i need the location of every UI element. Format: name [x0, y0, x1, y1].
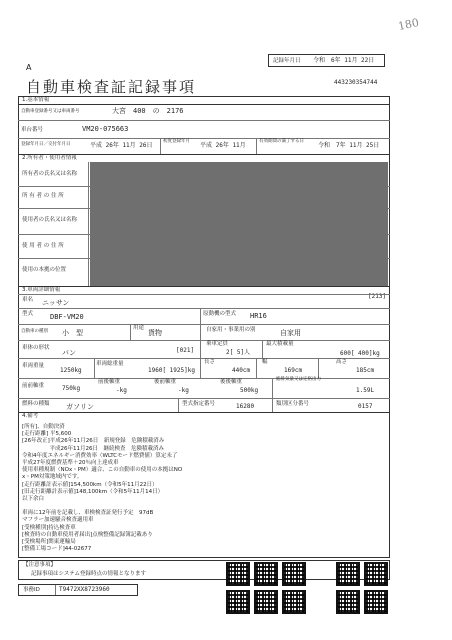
section3-heading: 3.車両詳細情報 [22, 287, 61, 293]
vin-label: 車台番号 [21, 127, 44, 133]
class-label: 類別区分番号 [276, 401, 310, 407]
remarks-block [22, 424, 382, 553]
remark-line: [受検種別]持込検査車 [22, 524, 76, 531]
capacity-label: 乗車定員 [206, 341, 229, 347]
first-year-label: 初度登録年月 [163, 139, 190, 144]
engine-label: 原動機の型式 [203, 311, 237, 317]
first-reg-label: 登録年月日／交付年月日 [21, 142, 71, 147]
owner-name-label: 所有者の氏名又は名称 [22, 171, 78, 177]
remark-line: 平成27年度燃費基準＋20％向上達成車 [22, 460, 119, 467]
document-title: 自動車検査証記録事項 [26, 78, 197, 96]
expiry-label: 有効期間の満了する日 [259, 139, 304, 144]
remark-line: 令和4年度エネルギー消費効率（WLTCモード燃費値）算定未了 [22, 452, 178, 459]
owner-address-label: 所 有 者 の 住 所 [22, 193, 64, 199]
remark-line: [受検場所]関東運輸局 [22, 539, 76, 546]
remark-line: [所有]、自動決済 [22, 424, 65, 430]
remark-line: マフラー加速騒音検査適用車 [22, 517, 94, 524]
qr-code [226, 562, 250, 586]
first-reg-value: 平成 26年 11月 26日 [90, 142, 153, 149]
body-value: バン [62, 349, 76, 357]
private-value: 自家用 [280, 329, 301, 337]
weight-label: 車両重量 [22, 363, 45, 369]
engine-value: HR16 [250, 312, 267, 320]
redaction-block [90, 162, 388, 286]
length-value: 440cm [232, 367, 251, 374]
fuel-label: 燃料の種類 [22, 401, 50, 407]
body-label: 車体の形状 [22, 345, 50, 351]
remark-line: [旧走行距離計表示値]148,100km（令和5年11月14日） [22, 488, 164, 495]
front-axle-value: 750kg [62, 385, 81, 392]
section2-heading: 2.所有者・使用者情報 [22, 155, 77, 161]
remark-line: [走行距離計表示値]154,500km（令和5年11月22日） [22, 481, 158, 488]
max-load-label: 最大積載量 [266, 341, 294, 347]
qr-code [336, 562, 360, 586]
gross-label: 車両総重量 [96, 361, 124, 367]
use-label: 用途 [133, 325, 145, 331]
displacement-label: 総排気量又は定格出力 [276, 377, 321, 382]
height-label: 高さ [336, 359, 348, 365]
doc-id-box [18, 584, 138, 596]
user-name-label: 使用者の氏名又は名称 [22, 217, 78, 223]
remark-line: [26年改正]平成26年11月26日 新規登録 危険積載済み [22, 438, 165, 445]
capacity-value: 2[ 5]人 [226, 349, 251, 356]
weight-value: 1250kg [60, 367, 82, 374]
section1-heading: 1.基本情報 [22, 97, 50, 103]
kind-label: 自動車の種別 [21, 329, 48, 334]
remark-line: [整備工場コード]44-02677 [22, 546, 92, 553]
max-load-value: 600[ 400]kg [340, 350, 380, 357]
vin-value: VM20-075663 [82, 125, 129, 133]
qr-code [226, 590, 250, 614]
use-value: 貨物 [148, 329, 162, 337]
remark-line: 車両に12年前を記載し、車検検査証発行予定 97dB [22, 510, 154, 517]
doc-id-value: T9472XX8723960 [59, 586, 110, 593]
expiry-value: 令和 7年 11月 25日 [318, 142, 380, 149]
reg-label: 自動車登録番号又は車両番号 [21, 109, 80, 114]
remark-line: x・PM対策地域内です。 [22, 474, 83, 481]
type-no-value: 16280 [236, 403, 255, 410]
rear-value: 500kg [240, 387, 259, 394]
front-axle-label: 前前軸重 [22, 383, 45, 389]
remark-line: 使用車種規制（NOx・PM）適合、この自動車の使用の本拠はNO [22, 467, 183, 474]
record-date-label: 記録年月日 [273, 58, 301, 64]
qr-code [254, 562, 278, 586]
base-location-label: 使用の本拠の位置 [22, 267, 67, 273]
body-code: [021] [176, 347, 195, 354]
doc-number: 443230354744 [334, 79, 378, 86]
page-mark: A [26, 63, 32, 72]
notice-text: 記録事項はシステム登録時点の情報となります [31, 571, 146, 577]
rear-front-value: -kg [178, 387, 189, 394]
remark-line: 平成26年11月26日 継続検査 危険積載済み [22, 445, 164, 452]
qr-code [254, 590, 278, 614]
section4-heading: 4.備考 [22, 413, 39, 419]
user-address-label: 使 用 者 の 住 所 [22, 243, 64, 249]
rear-label: 後後軸重 [220, 379, 243, 385]
record-date-box [268, 54, 385, 67]
width-label: 幅 [262, 359, 268, 365]
code-value: [213] [368, 293, 387, 300]
model-label: 型式 [22, 311, 34, 317]
rear-front-label: 後前軸重 [154, 379, 177, 385]
displacement-value: 1.59L [356, 387, 375, 394]
front2-label: 前後軸重 [98, 379, 121, 385]
remark-line: [検査時の自動車使用者届出]点検整備記録簿記載あり [22, 531, 153, 538]
reg-value: 大宮 400 の 2176 [112, 107, 184, 115]
qr-code [282, 562, 306, 586]
notice-box [18, 560, 390, 580]
maker-value: ニッサン [42, 299, 70, 307]
class-value: 0157 [358, 403, 373, 410]
front2-value: -kg [116, 387, 127, 394]
length-label: 長さ [204, 359, 216, 365]
record-date-value: 令和 6年 11月 22日 [313, 57, 375, 64]
remark-line: [走行距離] 平5,600 [22, 431, 72, 438]
gross-value: 1960[ 1925]kg [148, 367, 195, 374]
maker-label: 車名 [22, 297, 34, 303]
first-year-value: 平成 26年 11月 [200, 142, 246, 149]
fuel-value: ガソリン [66, 403, 94, 411]
remark-line: 以下余白 [22, 496, 45, 503]
qr-code [364, 590, 388, 614]
width-value: 169cm [284, 367, 303, 374]
notice-heading: 【注意事項】 [23, 562, 57, 568]
qr-code [282, 590, 306, 614]
kind-value: 小 型 [62, 329, 83, 337]
height-value: 185cm [356, 367, 375, 374]
model-value: DBF-VM20 [50, 313, 84, 321]
handwritten-number: 180 [396, 15, 421, 34]
qr-code [364, 562, 388, 586]
type-no-label: 型式指定番号 [182, 401, 216, 407]
doc-id-label: 事務ID [23, 587, 40, 593]
private-label: 自家用・事業用の別 [206, 327, 256, 333]
qr-code [336, 590, 360, 614]
